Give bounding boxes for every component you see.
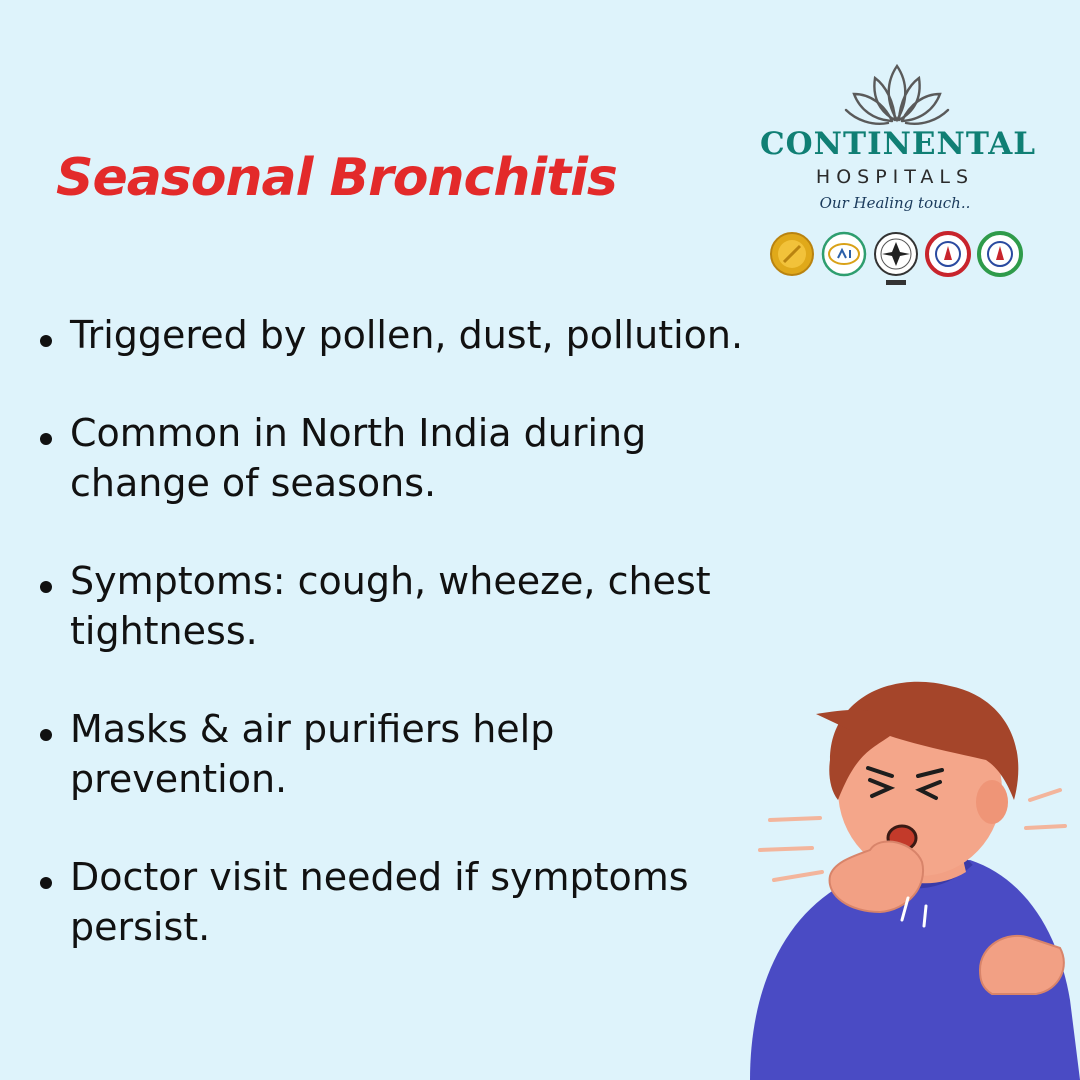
brand-subtitle: HOSPITALS xyxy=(815,166,975,188)
list-item xyxy=(40,556,760,656)
bullet-dot xyxy=(40,581,52,593)
bullet-text: Triggered by pollen, dust, pollution. xyxy=(70,313,744,357)
bullet-text: Symptoms: cough, wheeze, chest tightness. xyxy=(70,559,711,653)
chest-hand xyxy=(980,936,1064,994)
nabh-green-badge-icon xyxy=(979,233,1021,275)
nabl-badge-icon xyxy=(875,233,917,285)
hand xyxy=(830,841,924,912)
bullet-list xyxy=(40,310,760,1000)
coughing-boy-illustration xyxy=(730,650,1080,1080)
brand-tagline: Our Healing touch.. xyxy=(819,194,971,212)
jci-seal-icon xyxy=(771,233,813,275)
qai-badge-icon xyxy=(823,233,865,275)
bullet-text: Doctor visit needed if symptoms persist. xyxy=(70,855,689,949)
bullet-dot xyxy=(40,335,52,347)
page-title: Seasonal Bronchitis xyxy=(56,148,617,208)
lotus-icon xyxy=(842,62,952,126)
list-item xyxy=(40,704,760,804)
nabh-badge-icon xyxy=(927,233,969,275)
list-item xyxy=(40,408,760,508)
bullet-dot xyxy=(40,877,52,889)
accreditation-badges xyxy=(768,226,1028,292)
bullet-text: Common in North India during change of seasons. xyxy=(70,411,647,505)
bullet-dot xyxy=(40,433,52,445)
bullet-text: Masks & air purifiers help prevention. xyxy=(70,707,555,801)
list-item xyxy=(40,852,760,952)
brand-name: CONTINENTAL xyxy=(760,126,1037,162)
hospital-logo xyxy=(760,62,1037,302)
bullet-dot xyxy=(40,729,52,741)
list-item xyxy=(40,310,760,360)
